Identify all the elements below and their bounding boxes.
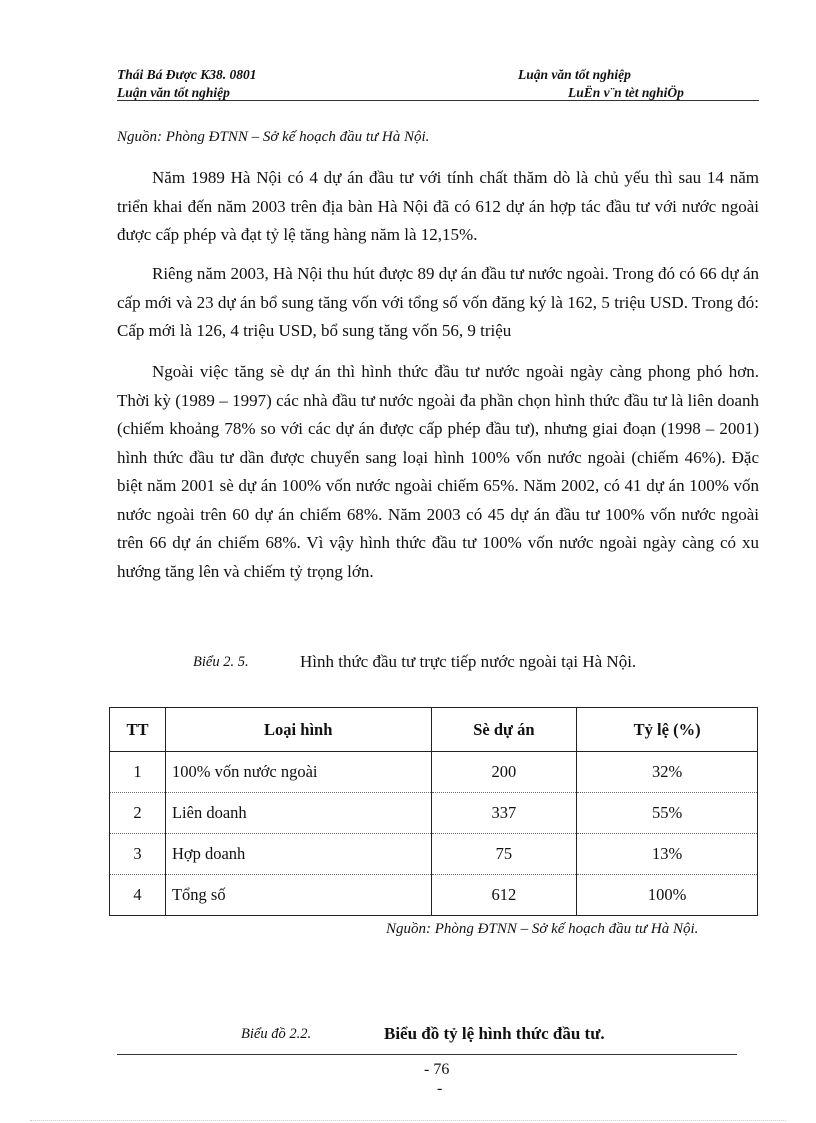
investment-form-table — [109, 707, 758, 916]
column-header-project-count: Sè dự án — [431, 708, 577, 752]
cell-tt: 3 — [110, 834, 166, 875]
source-note-bottom: Nguồn: Phòng ĐTNN – Sở kế hoạch đầu tư Hà Nội. — [386, 921, 699, 937]
table-row — [110, 793, 758, 834]
cell-project-count: 75 — [431, 834, 577, 875]
paragraph-3: Ngoài việc tăng sè dự án thì hình thức đầu tư nước ngoài ngày càng phong phó hơn. Thời kỳ (1989 – 1997) các nhà đầu tư nước ngoài đa phần chọn hình thức đầu tư là liên doanh (chiếm khoảng 78% so với các dự án được cấp phép đầu tư), nhưng giai đoạn (1998 – 2001) hình thức đầu tư dần được chuyển sang loại hình 100% vốn nước ngoài (chiếm 46%). Đặc biệt năm 2001 sè dự án 100% vốn nước ngoài chiếm 65%. Năm 2002, có 41 dự án 100% vốn nước ngoài trên 60 dự án chiếm 68%. Năm 2003 có 45 dự án đầu tư 100% vốn nước ngoài trên 66 dự án chiếm 68%. Vì vậy hình thức đầu tư 100% vốn nước ngoài ngày càng có xu hướng tăng lên và chiếm tỷ trọng lớn. — [117, 362, 759, 581]
table-caption-title: Hình thức đầu tư trực tiếp nước ngoài tại Hà Nội. — [300, 652, 637, 671]
cell-project-count: 337 — [431, 793, 577, 834]
footer-divider — [117, 1054, 737, 1055]
cell-ratio: 13% — [577, 834, 758, 875]
cell-tt: 2 — [110, 793, 166, 834]
cell-type: Liên doanh — [165, 793, 431, 834]
header-thesis-title-secondary: Luận văn tốt nghiệp — [117, 85, 230, 100]
table-caption-label: Biểu 2. 5. — [193, 654, 249, 670]
header-thesis-title-legacy-font: LuËn v¨n tèt nghiÖp — [568, 85, 684, 100]
chart-caption-label: Biểu đồ 2.2. — [241, 1026, 312, 1042]
cell-project-count: 200 — [431, 752, 577, 793]
header-thesis-title: Luận văn tốt nghiệp — [518, 67, 631, 82]
cell-tt: 1 — [110, 752, 166, 793]
page-number: - 76 — [424, 1061, 450, 1078]
column-header-ratio: Tỷ lệ (%) — [577, 708, 758, 752]
cell-ratio: 32% — [577, 752, 758, 793]
page-bottom-dotted-line — [30, 1120, 786, 1121]
paragraph-1: Năm 1989 Hà Nội có 4 dự án đầu tư với tính chất thăm dò là chủ yếu thì sau 14 năm triển khai đến năm 2003 trên địa bàn Hà Nội đã có 612 dự án hợp tác đầu tư với nước ngoài được cấp phép và đạt tỷ lệ tăng hàng năm là 12,15%. — [117, 168, 759, 244]
header-author: Thái Bá Được K38. 0801 — [117, 67, 257, 82]
cell-type: Tổng số — [165, 875, 431, 916]
cell-type: 100% vốn nước ngoài — [165, 752, 431, 793]
page-number-dash: - — [437, 1080, 443, 1097]
cell-tt: 4 — [110, 875, 166, 916]
cell-type: Hợp doanh — [165, 834, 431, 875]
table-row — [110, 875, 758, 916]
table-row — [110, 752, 758, 793]
cell-ratio: 55% — [577, 793, 758, 834]
source-note-top: Nguồn: Phòng ĐTNN – Sở kế hoạch đầu tư Hà Nội. — [117, 129, 430, 145]
chart-caption-title: Biểu đồ tỷ lệ hình thức đầu tư. — [384, 1024, 605, 1043]
column-header-tt: TT — [110, 708, 166, 752]
table-row — [110, 834, 758, 875]
paragraph-2: Riêng năm 2003, Hà Nội thu hút được 89 dự án đầu tư nước ngoài. Trong đó có 66 dự án cấp mới và 23 dự án bổ sung tăng vốn với tổng số vốn đăng ký là 162, 5 triệu USD. Trong đó: Cấp mới là 126, 4 triệu USD, bổ sung tăng vốn 56, 9 triệu — [117, 264, 759, 340]
cell-project-count: 612 — [431, 875, 577, 916]
table-header-row — [110, 708, 758, 752]
header-divider — [117, 100, 759, 101]
column-header-type: Loại hình — [165, 708, 431, 752]
cell-ratio: 100% — [577, 875, 758, 916]
